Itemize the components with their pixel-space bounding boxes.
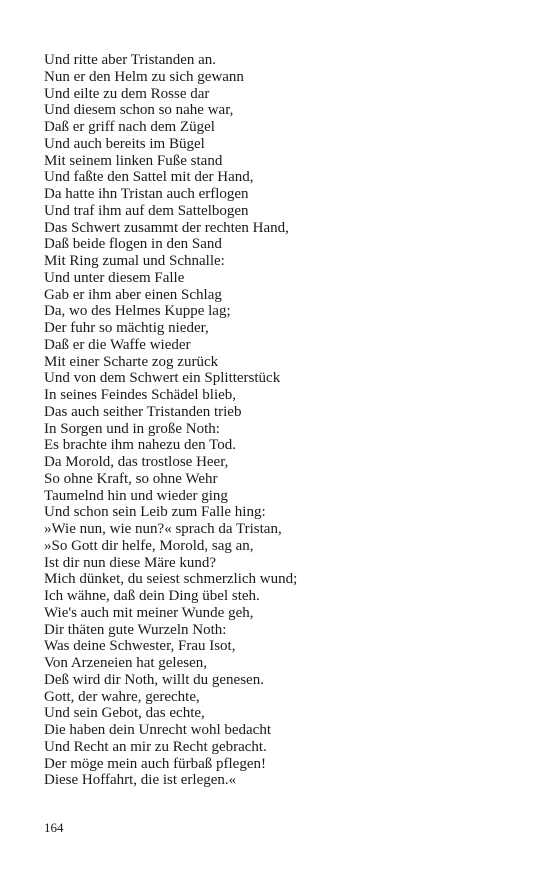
verse-line: Und sein Gebot, das echte, <box>44 705 205 722</box>
verse-line: In seines Feindes Schädel blieb, <box>44 387 237 403</box>
verse-line: »So Gott dir helfe, Morold, sag an, <box>44 537 254 554</box>
verse-line: Das auch seither Tristanden trieb <box>44 403 242 420</box>
verse-line: Nun er den Helm zu sich gewann <box>44 68 244 85</box>
verse-line: Und diesem schon so nahe war, <box>44 102 234 119</box>
verse-line: Was deine Schwester, Frau Isot, <box>44 638 236 655</box>
verse-line: Da hatte ihn Tristan auch erflogen <box>44 186 249 202</box>
verse-line: Das Schwert zusammt der rechten Hand, <box>44 219 289 236</box>
verse-text-block <box>44 52 514 789</box>
verse-line: Daß beide flogen in den Sand <box>44 236 222 253</box>
verse-line: Diese Hoffahrt, die ist erlegen.« <box>44 772 237 789</box>
verse-line: Und unter diesem Falle <box>44 269 185 286</box>
verse-line: In Sorgen und in große Noth: <box>44 420 220 437</box>
verse-line: Und von dem Schwert ein Splitterstück <box>44 370 281 387</box>
verse-line: Der möge mein auch fürbaß pflegen! <box>44 755 266 772</box>
verse-line: Die haben dein Unrecht wohl bedacht <box>44 722 271 738</box>
verse-line: Daß er die Waffe wieder <box>44 336 191 353</box>
verse-line: So ohne Kraft, so ohne Wehr <box>44 470 218 487</box>
verse-line: Und auch bereits im Bügel <box>44 135 205 152</box>
verse-line: Gott, der wahre, gerechte, <box>44 688 200 705</box>
verse-line: Wie's auch mit meiner Wunde geh, <box>44 604 254 621</box>
verse-line: Ist dir nun diese Märe kund? <box>44 554 217 571</box>
verse-line: Und schon sein Leib zum Falle hing: <box>44 504 266 521</box>
verse-line: Gab er ihm aber einen Schlag <box>44 286 222 303</box>
verse-line: Dir thäten gute Wurzeln Noth: <box>44 621 227 638</box>
verse-line: Und faßte den Sattel mit der Hand, <box>44 169 254 186</box>
verse-line: Daß er griff nach dem Zügel <box>44 119 215 135</box>
verse-line: Von Arzeneien hat gelesen, <box>44 655 208 671</box>
verse-line: Mit seinem linken Fuße stand <box>44 152 223 169</box>
verse-line: Taumelnd hin und wieder ging <box>44 487 228 504</box>
verse-line: Und eilte zu dem Rosse dar <box>44 85 210 102</box>
verse-line: Da, wo des Helmes Kuppe lag; <box>44 303 231 320</box>
verse-line: Und Recht an mir zu Recht gebracht. <box>44 738 267 755</box>
verse-line: Mit Ring zumal und Schnalle: <box>44 253 225 269</box>
verse-line: Da Morold, das trostlose Heer, <box>44 454 229 470</box>
page-number: 164 <box>44 820 64 835</box>
verse-line: Deß wird dir Noth, willt du genesen. <box>44 671 264 688</box>
verse-line: Und traf ihm auf dem Sattelbogen <box>44 202 249 219</box>
verse-line: Der fuhr so mächtig nieder, <box>44 320 209 336</box>
verse-line: Und ritte aber Tristanden an. <box>44 52 217 68</box>
verse-line: Es brachte ihm nahezu den Tod. <box>44 437 236 454</box>
verse-line: Ich wähne, daß dein Ding übel steh. <box>44 588 260 604</box>
verse-line: »Wie nun, wie nun?« sprach da Tristan, <box>44 521 282 537</box>
verse-line: Mit einer Scharte zog zurück <box>44 353 219 370</box>
verse-line: Mich dünket, du seiest schmerzlich wund; <box>44 571 298 588</box>
